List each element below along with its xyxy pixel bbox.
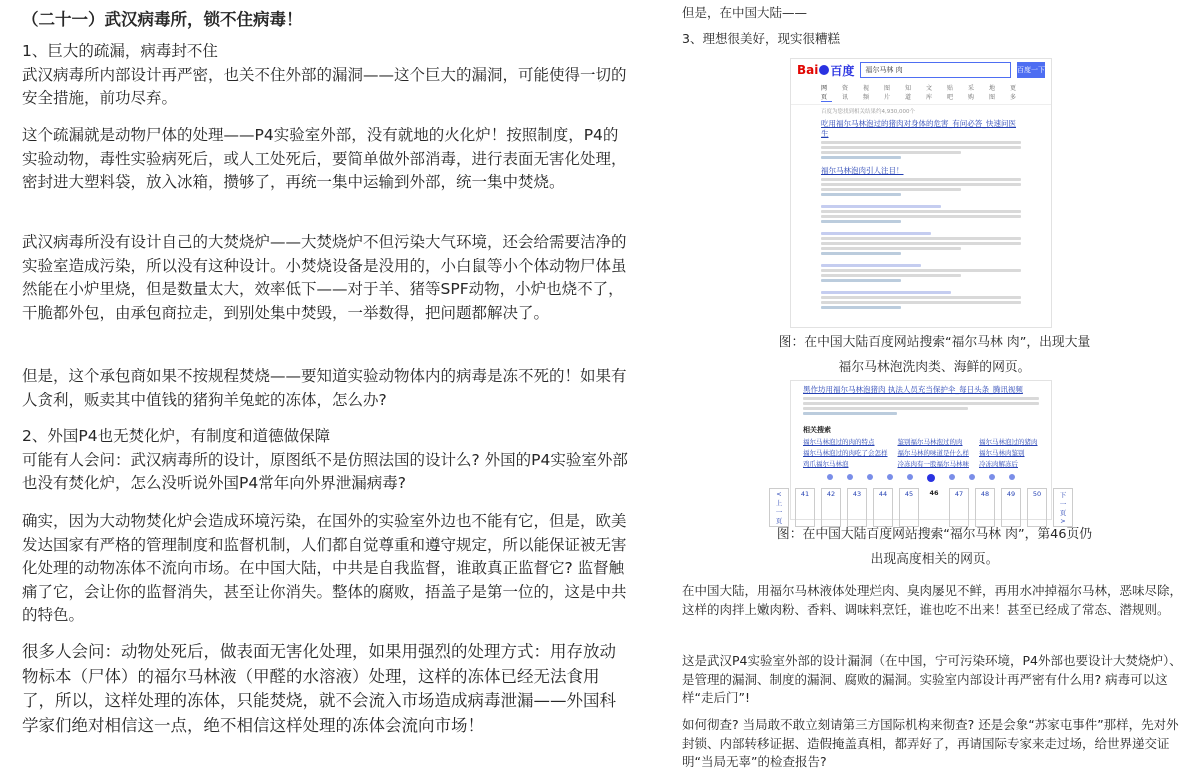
baidu-header xyxy=(791,59,1051,81)
tab-news[interactable]: 资讯 xyxy=(842,85,849,101)
page-link[interactable]: 47 xyxy=(949,488,969,527)
related-heading: 相关搜索 xyxy=(803,426,831,434)
tab-more[interactable]: 更多 xyxy=(1010,85,1017,101)
tab-web[interactable]: 网页 xyxy=(821,83,832,102)
current-page: 46 xyxy=(929,489,939,497)
caption-1-line-1: 图：在中国大陆百度网站搜索“福尔马林 肉”，出现大量 xyxy=(778,335,1091,350)
baidu-logo: Bai 百度 xyxy=(797,63,855,78)
related-link[interactable]: 福尔马林泡过的猪肉 xyxy=(979,438,1038,446)
paragraph-6: 确实，因为大动物焚化炉会造成环境污染，在国外的实验室外边也不能有它，但是，欧美发达国家有严格的管理制度和监督机制，人们都自觉尊重和遵守规定，所以能保证被无害化处理的动物冻体不流向市场。在中国大陆，中共是自我监督，谁敢真正监督它? 监督触痛了它，会让你的监督消失，甚至让你消失。整体的腐败，捂盖子是第一位的，这是中共的特色。 xyxy=(22,512,627,624)
paragraph-10: 如何彻查? 当局敢不敢立刻请第三方国际机构来彻查? 还是会象“苏家屯事件”那样，先对外封锁、内部转移证据、造假掩盖真相，都弄好了，再请国际专家来走过场，给世界递交证明“当局无辜”的检查报告? xyxy=(682,717,1179,769)
next-page-button[interactable]: 下一页> xyxy=(1053,488,1073,527)
search-result[interactable] xyxy=(791,117,1051,164)
subsection-heading-2: 2、外国P4也无焚化炉，有制度和道德做保障 xyxy=(22,427,331,445)
search-result-placeholder xyxy=(791,228,1051,260)
page-link[interactable]: 49 xyxy=(1001,488,1021,527)
baidu-screenshot-2 xyxy=(775,380,1067,525)
caption-2-line-1: 图：在中国大陆百度网站搜索“福尔马林 肉”，第46页仍 xyxy=(776,527,1093,542)
page-link[interactable]: 50 xyxy=(1027,488,1047,527)
related-link[interactable]: 福尔马林泡过的肉吃了会怎样 xyxy=(803,449,888,457)
page-link[interactable]: 48 xyxy=(975,488,995,527)
prev-page-button[interactable]: <上一页 xyxy=(769,488,789,527)
related-link[interactable]: 福尔马林的味道是什么样 xyxy=(897,449,969,457)
caption-1-line-2: 福尔马林泡洗肉类、海鲜的网页。 xyxy=(838,360,1031,375)
caption-2-line-2: 出现高度相关的网页。 xyxy=(870,552,999,567)
tab-purchase[interactable]: 采购 xyxy=(968,85,975,101)
result-count: 百度为您找到相关结果约4,930,000个 xyxy=(821,109,915,115)
related-link[interactable]: 冷冻肉有一股福尔马林味 xyxy=(897,460,969,468)
paragraph-4: 但是，这个承包商如果不按规程焚烧——要知道实验动物体内的病毒是冻不死的！如果有人贪利，贩卖其中值钱的猪狗羊兔蛇的冻体，怎么办? xyxy=(22,367,627,409)
paragraph-7: 很多人会问：动物处死后，做表面无害化处理，如果用强烈的处理方式：用存放动物标本（尸体）的福尔马林液（甲醛的水溶液）处理，这样的冻体已经无法食用了，所以，这样处理的冻体，只能焚烧，就不会流入市场造成病毒泄漏——外国科学家们绝对相信这一点，绝不相信这样处理的冻体会流向市场！ xyxy=(22,642,616,735)
related-link[interactable]: 福尔马林泡过的肉的特点 xyxy=(803,438,875,446)
related-searches xyxy=(791,437,1051,468)
tab-map[interactable]: 地图 xyxy=(989,85,996,101)
tab-video[interactable]: 视频 xyxy=(863,85,870,101)
search-result-placeholder xyxy=(791,201,1051,228)
search-result-placeholder xyxy=(791,287,1051,314)
paragraph-5: 可能有人会问：武汉病毒所的设计，原图纸不是仿照法国的设计么? 外国的P4实验室外部也没有焚化炉，怎么没听说外国P4常年向外界泄漏病毒? xyxy=(22,450,628,492)
baidu-tabs xyxy=(791,81,1051,105)
page-link[interactable]: 42 xyxy=(821,488,841,527)
page-link[interactable]: 44 xyxy=(873,488,893,527)
tab-zhidao[interactable]: 知道 xyxy=(905,85,912,101)
subsection-heading-1: 1、巨大的疏漏，病毒封不住 xyxy=(22,42,218,60)
baidu-screenshot-1 xyxy=(790,58,1052,328)
paragraph-3: 武汉病毒所没有设计自己的大焚烧炉——大焚烧炉不但污染大气环境，还会给需要洁净的实验室造成污染，所以没有这种设计。小焚烧设备是没用的，小白鼠等小个体动物尸体虽然能在小炉里烧，但是数量太大，效率低下——对于羊、猪等SPF动物，小炉也烧不了，干脆都外包，由承包商拉走，到别处集中焚毁，一举数得，把问题都解决了。 xyxy=(22,233,627,322)
paw-icon xyxy=(819,65,829,75)
search-result[interactable] xyxy=(791,164,1051,201)
related-link[interactable]: 鸡爪福尔马林泡 xyxy=(803,460,849,468)
paragraph-8: 在中国大陆，用福尔马林液体处理烂肉、臭肉屡见不鲜，再用水冲掉福尔马林，恶味尽除，这样的肉拌上嫩肉粉、香料、调味料烹饪，谁也吃不出来！甚至已经成了常态、潜规则。 xyxy=(682,583,1183,617)
page-link[interactable]: 45 xyxy=(899,488,919,527)
result-title[interactable]: 黑作坊用福尔马林泡猪肉 执法人员充当保护伞_每日头条_腾讯视频 xyxy=(803,385,1023,394)
page-link[interactable]: 43 xyxy=(847,488,867,527)
search-button[interactable]: 百度一下 xyxy=(1017,62,1045,78)
related-link[interactable]: 福尔马林肉鉴别 xyxy=(979,449,1025,457)
result-title[interactable]: 福尔马林泡肉引人注目！ xyxy=(821,166,904,175)
related-link[interactable]: 鉴别福尔马林泡过的肉 xyxy=(897,438,963,446)
search-input[interactable]: 福尔马林 肉 xyxy=(860,62,1011,78)
tab-tieba[interactable]: 贴吧 xyxy=(947,85,954,101)
paragraph-9: 这是武汉P4实验室外部的设计漏洞（在中国，宁可污染环境，P4外部也要设计大焚烧炉）、是管理的漏洞、制度的漏洞、腐败的漏洞。实验室内部设计再严密有什么用? 病毒可以这样“走后门”! xyxy=(682,653,1182,705)
search-result[interactable] xyxy=(791,381,1051,421)
tab-image[interactable]: 图片 xyxy=(884,85,891,101)
page-link[interactable]: 41 xyxy=(795,488,815,527)
paragraph-1: 武汉病毒所内部设计再严密，也关不住外部的漏洞——这个巨大的漏洞，可能使得一切的安全措施，前功尽弃。 xyxy=(22,65,627,107)
related-link[interactable]: 冷冻肉解冻后 xyxy=(979,460,1018,468)
result-title[interactable]: 吃用福尔马林泡过的猪肉对身体的危害_有问必答_快速问医生 xyxy=(821,119,1016,138)
pager-paws xyxy=(791,468,1051,482)
search-result-placeholder xyxy=(791,260,1051,287)
section-title: （二十一）武汉病毒所，锁不住病毒！ xyxy=(22,10,303,29)
tab-wenku[interactable]: 文库 xyxy=(926,85,933,101)
paragraph-2: 这个疏漏就是动物尸体的处理——P4实验室外部，没有就地的火化炉！按照制度，P4的实验动物，毒性实验病死后，或人工处死后，要简单做外部消毒，进行表面无害化处理，密封进大塑料袋，放入冰箱，攒够了，再统一集中运输到外部，统一集中焚烧。 xyxy=(22,126,627,191)
intro-line: 但是，在中国大陆—— xyxy=(682,5,808,20)
subsection-heading-3: 3、理想很美好，现实很糟糕 xyxy=(682,31,840,46)
